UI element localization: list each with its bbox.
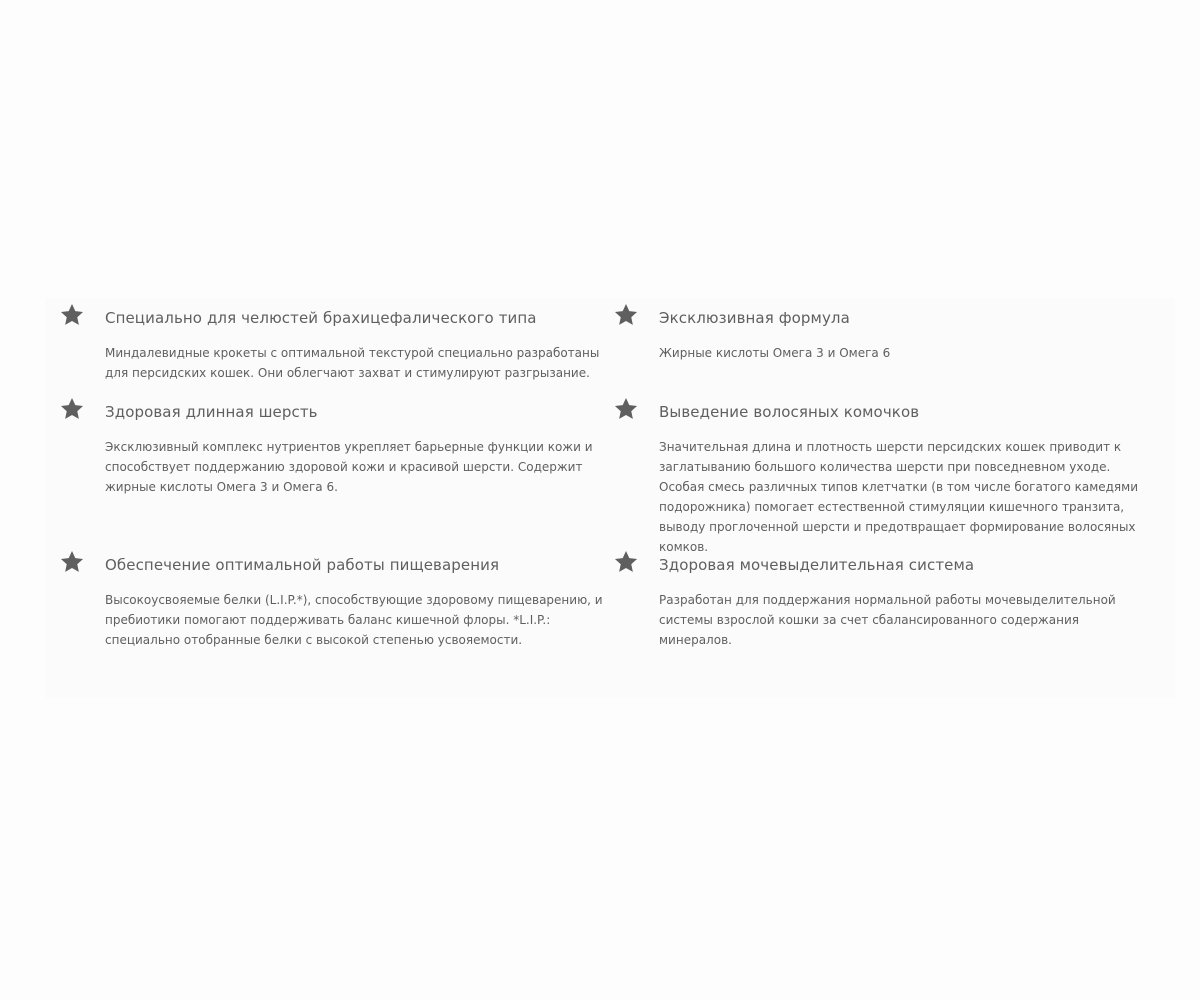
feature-description: Миндалевидные крокеты с оптимальной текстурой специально разработаны для персидских кошек. Они облегчают захват и стимулируют разгрызание. xyxy=(105,346,600,380)
feature-title: Специально для челюстей брахицефалического типа xyxy=(105,309,537,327)
feature-title: Здоровая длинная шерсть xyxy=(105,403,318,421)
feature-item-jaw-shape xyxy=(105,308,625,383)
feature-title: Обеспечение оптимальной работы пищеварения xyxy=(105,556,500,574)
star-icon xyxy=(613,549,639,575)
feature-item-hairball xyxy=(659,402,1179,557)
feature-description: Высокоусвояемые белки (L.I.P.*), способствующие здоровому пищеварению, и пребиотики помогают поддерживать баланс кишечной флоры. *L.I.P.: специально отобранные белки с высокой степенью усвояемости. xyxy=(105,593,603,647)
feature-title: Здоровая мочевыделительная система xyxy=(659,556,975,574)
star-icon xyxy=(59,396,85,422)
feature-description: Жирные кислоты Омега 3 и Омега 6 xyxy=(659,346,891,360)
star-icon xyxy=(613,302,639,328)
feature-description: Разработан для поддержания нормальной работы мочевыделительной системы взрослой кошки за счет сбалансированного содержания минералов. xyxy=(659,593,1116,647)
feature-description: Значительная длина и плотность шерсти персидских кошек приводит к заглатыванию большого количества шерсти при повседневном уходе. Особая смесь различных типов клетчатки (в том числе богатого камедями подорожника) помогает естественной стимуляции кишечного транзита, выводу проглоченной шерсти и предотвращает формирование волосяных комков. xyxy=(659,440,1139,554)
star-icon xyxy=(59,302,85,328)
feature-description: Эксклюзивный комплекс нутриентов укрепляет барьерные функции кожи и способствует поддержанию здоровой кожи и красивой шерсти. Содержит жирные кислоты Омега 3 и Омега 6. xyxy=(105,440,593,494)
feature-title: Эксклюзивная формула xyxy=(659,309,850,327)
star-icon xyxy=(613,396,639,422)
star-icon xyxy=(59,549,85,575)
feature-item-digestion xyxy=(105,555,625,650)
feature-item-healthy-coat xyxy=(105,402,625,497)
feature-title: Выведение волосяных комочков xyxy=(659,403,920,421)
feature-item-urinary xyxy=(659,555,1179,650)
feature-item-exclusive-formula xyxy=(659,308,1179,363)
